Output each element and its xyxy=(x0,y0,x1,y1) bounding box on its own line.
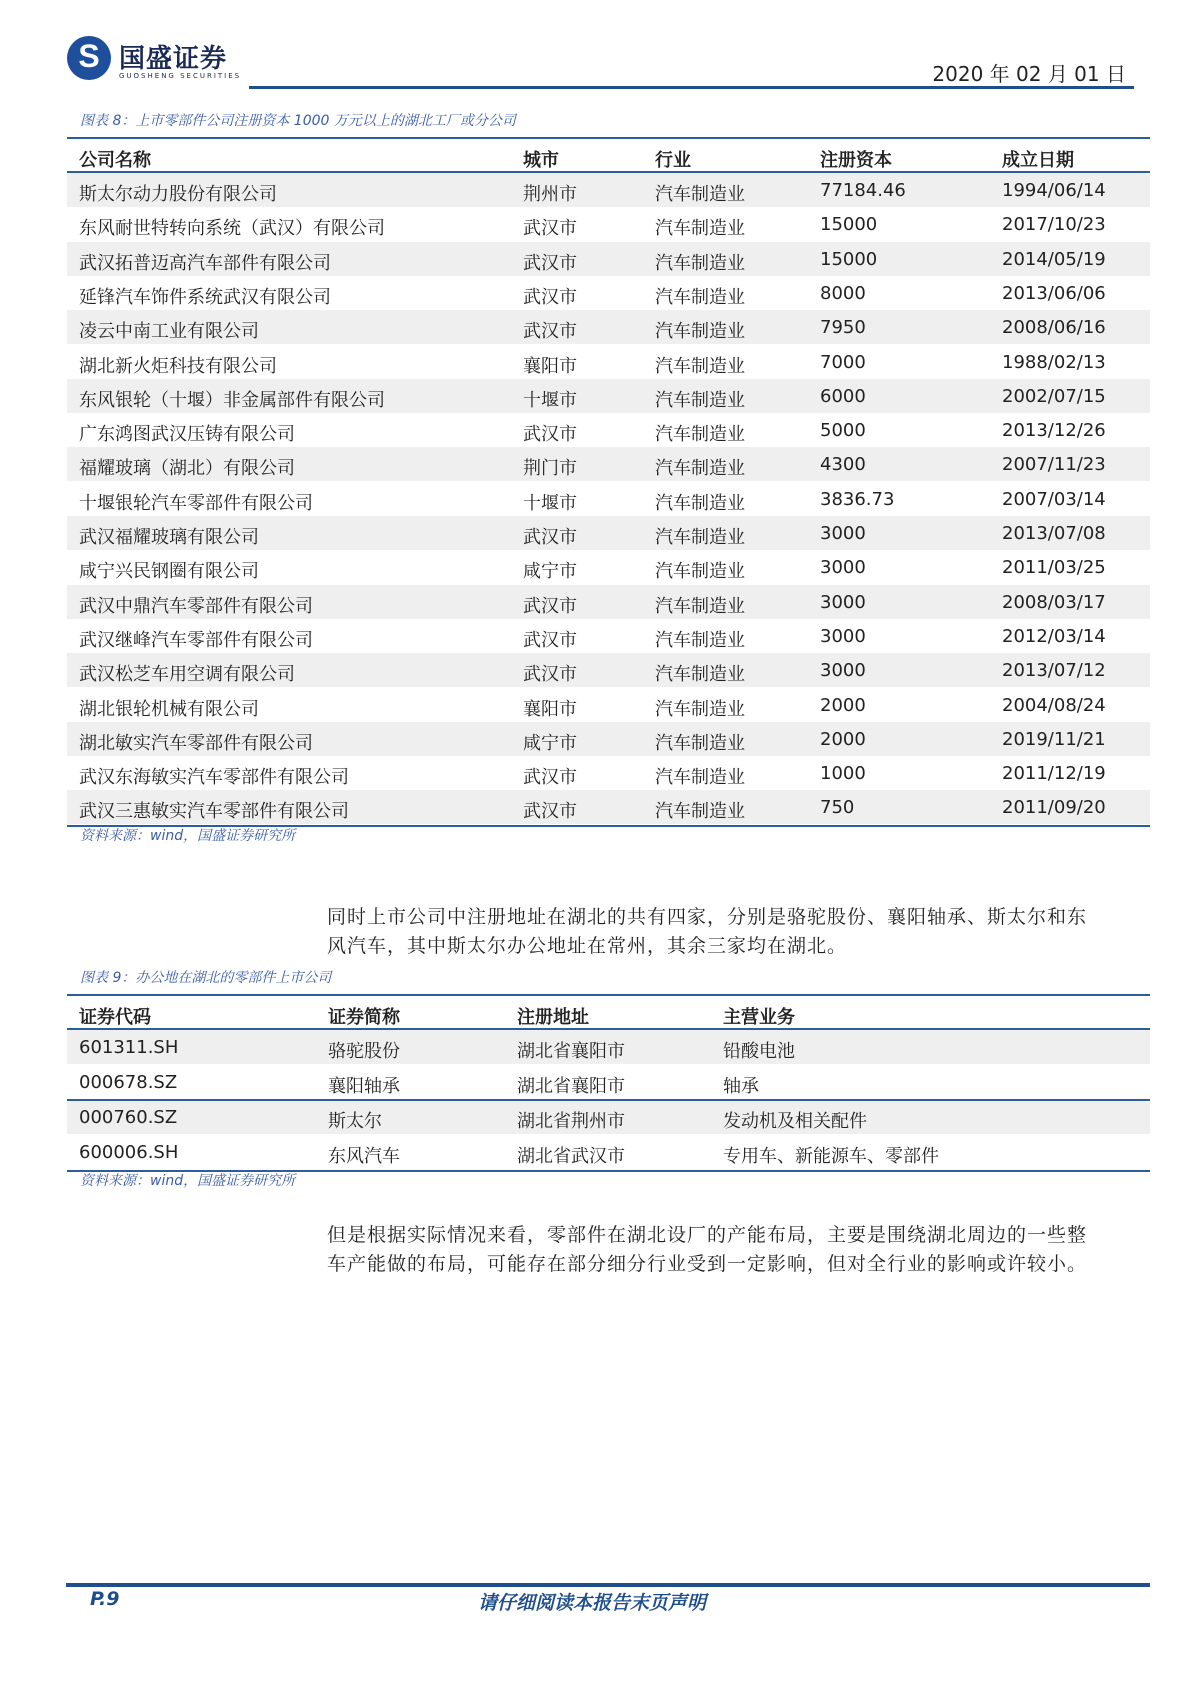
table-cell: 公司名称 xyxy=(79,150,151,171)
table-rule xyxy=(67,1099,1150,1101)
table-cell: 注册资本 xyxy=(820,150,892,171)
table-cell: 东风汽车 xyxy=(328,1146,400,1167)
table-cell: 2013/07/12 xyxy=(1002,660,1106,682)
table-row xyxy=(67,207,1150,241)
paragraph-2 xyxy=(327,1221,1137,1279)
table-cell: 4300 xyxy=(820,454,866,476)
table-cell: 行业 xyxy=(655,150,691,171)
table-cell: 5000 xyxy=(820,420,866,442)
table-cell: 7950 xyxy=(820,317,866,339)
table-cell: 襄阳市 xyxy=(523,355,577,377)
table-cell: 2000 xyxy=(820,728,866,750)
table-cell: 2007/11/23 xyxy=(1002,454,1106,476)
table-cell: 湖北新火炬科技有限公司 xyxy=(79,355,277,377)
table-header-row xyxy=(67,996,1150,1030)
table-cell: 汽车制造业 xyxy=(655,492,745,514)
table-cell: 注册地址 xyxy=(517,1007,589,1028)
table-cell: 汽车制造业 xyxy=(655,595,745,617)
table-cell: 2013/06/06 xyxy=(1002,282,1106,304)
table-cell: 汽车制造业 xyxy=(655,424,745,446)
table-row xyxy=(67,310,1150,344)
table-cell: 汽车制造业 xyxy=(655,218,745,240)
table-cell: 铅酸电池 xyxy=(723,1041,795,1062)
table-cell: 汽车制造业 xyxy=(655,664,745,686)
table-cell: 2007/03/14 xyxy=(1002,488,1106,510)
paragraph-line: 车产能做的布局，可能存在部分细分行业受到一定影响，但对全行业的影响或许较小。 xyxy=(327,1253,1088,1275)
table-header-row xyxy=(67,139,1150,173)
logo-text: 国盛证券 xyxy=(119,44,228,74)
footer-divider xyxy=(66,1583,1150,1587)
table-cell: 600006.SH xyxy=(79,1142,179,1163)
table-cell: 发动机及相关配件 xyxy=(723,1111,867,1132)
table-cell: 武汉拓普迈高汽车部件有限公司 xyxy=(79,252,331,274)
table-cell: 2012/03/14 xyxy=(1002,625,1106,647)
table-cell: 骆驼股份 xyxy=(328,1041,400,1062)
table-cell: 2019/11/21 xyxy=(1002,728,1106,750)
table-cell: 咸宁市 xyxy=(523,732,577,754)
table-row xyxy=(67,585,1150,619)
paragraph-line: 风汽车，其中斯太尔办公地址在常州，其余三家均在湖北。 xyxy=(327,935,848,957)
table-cell: 湖北敏实汽车零部件有限公司 xyxy=(79,732,313,754)
table-cell: 2013/12/26 xyxy=(1002,420,1106,442)
table-cell: 延锋汽车饰件系统武汉有限公司 xyxy=(79,286,331,308)
page-number: P.9 xyxy=(90,1588,120,1610)
table-cell: 咸宁市 xyxy=(523,561,577,583)
table-cell: 汽车制造业 xyxy=(655,458,745,480)
table-cell: 主营业务 xyxy=(723,1007,795,1028)
table-cell: 斯太尔 xyxy=(328,1111,382,1132)
table-cell: 2011/12/19 xyxy=(1002,763,1106,785)
table-cell: 1988/02/13 xyxy=(1002,351,1106,373)
table-cell: 襄阳轴承 xyxy=(328,1076,400,1097)
table-cell: 3000 xyxy=(820,660,866,682)
table-cell: 汽车制造业 xyxy=(655,767,745,789)
table-cell: 证券代码 xyxy=(79,1007,151,1028)
table-cell: 汽车制造业 xyxy=(655,801,745,823)
table-cell: 601311.SH xyxy=(79,1037,179,1058)
table-row xyxy=(67,413,1150,447)
table-cell: 斯太尔动力股份有限公司 xyxy=(79,184,277,205)
paragraph-line: 同时上市公司中注册地址在湖北的共有四家，分别是骆驼股份、襄阳轴承、斯太尔和东 xyxy=(327,906,1088,928)
table-cell: 000678.SZ xyxy=(79,1072,178,1093)
paragraph-1 xyxy=(327,903,1137,961)
table-cell: 成立日期 xyxy=(1002,150,1074,171)
table-cell: 福耀玻璃（湖北）有限公司 xyxy=(79,458,295,480)
table-cell: 汽车制造业 xyxy=(655,355,745,377)
table-cell: 湖北省荆州市 xyxy=(517,1111,625,1132)
table-cell: 2008/03/17 xyxy=(1002,591,1106,613)
table-row xyxy=(67,482,1150,516)
table-row xyxy=(67,619,1150,653)
table-cell: 武汉市 xyxy=(523,252,577,274)
table-cell: 汽车制造业 xyxy=(655,732,745,754)
table-cell: 武汉市 xyxy=(523,286,577,308)
table-cell: 咸宁兴民钢圈有限公司 xyxy=(79,561,259,583)
table-row xyxy=(67,242,1150,276)
table-cell: 武汉继峰汽车零部件有限公司 xyxy=(79,629,313,651)
table-cell: 东风银轮（十堰）非金属部件有限公司 xyxy=(79,389,385,411)
table-cell: 武汉三惠敏实汽车零部件有限公司 xyxy=(79,801,349,823)
table-cell: 750 xyxy=(820,797,855,819)
table-cell: 2017/10/23 xyxy=(1002,214,1106,236)
table-cell: 2002/07/15 xyxy=(1002,385,1106,407)
table-cell: 77184.46 xyxy=(820,180,906,201)
table-cell: 武汉市 xyxy=(523,321,577,343)
table-cell: 3836.73 xyxy=(820,488,895,510)
table-cell: 城市 xyxy=(523,150,559,171)
table-cell: 凌云中南工业有限公司 xyxy=(79,321,259,343)
table-row xyxy=(67,276,1150,310)
table-row xyxy=(67,756,1150,790)
table-row xyxy=(67,1065,1150,1099)
table-row xyxy=(67,722,1150,756)
table-row xyxy=(67,447,1150,481)
table-cell: 汽车制造业 xyxy=(655,389,745,411)
table-cell: 汽车制造业 xyxy=(655,321,745,343)
table-cell: 武汉市 xyxy=(523,664,577,686)
table-cell: 15000 xyxy=(820,248,878,270)
table-cell: 武汉松芝车用空调有限公司 xyxy=(79,664,295,686)
table-cell: 2014/05/19 xyxy=(1002,248,1106,270)
table-row xyxy=(67,379,1150,413)
logo-subtext: GUOSHENG SECURITIES xyxy=(119,72,242,80)
table-cell: 武汉市 xyxy=(523,218,577,240)
table-cell: 000760.SZ xyxy=(79,1107,178,1128)
table-row xyxy=(67,653,1150,687)
table-cell: 武汉市 xyxy=(523,595,577,617)
table-cell: 湖北省襄阳市 xyxy=(517,1041,625,1062)
table-cell: 湖北省武汉市 xyxy=(517,1146,625,1167)
table-row xyxy=(67,688,1150,722)
table-cell: 汽车制造业 xyxy=(655,698,745,720)
table-row xyxy=(67,516,1150,550)
report-date: 2020 年 02 月 01 日 xyxy=(932,62,1126,86)
table-cell: 8000 xyxy=(820,282,866,304)
table-row xyxy=(67,1030,1150,1064)
disclaimer-notice: 请仔细阅读本报告末页声明 xyxy=(478,1592,707,1614)
table-cell: 汽车制造业 xyxy=(655,629,745,651)
table-cell: 汽车制造业 xyxy=(655,286,745,308)
table-cell: 襄阳市 xyxy=(523,698,577,720)
table-cell: 2008/06/16 xyxy=(1002,317,1106,339)
table-row xyxy=(67,173,1150,207)
table-row xyxy=(67,550,1150,584)
table-cell: 3000 xyxy=(820,591,866,613)
table-cell: 十堰银轮汽车零部件有限公司 xyxy=(79,492,313,514)
table-cell: 汽车制造业 xyxy=(655,561,745,583)
table-row xyxy=(67,1100,1150,1134)
table-cell: 2004/08/24 xyxy=(1002,694,1106,716)
table-cell: 汽车制造业 xyxy=(655,252,745,274)
table-cell: 荆州市 xyxy=(523,184,577,205)
table-cell: 1000 xyxy=(820,763,866,785)
table-cell: 湖北省襄阳市 xyxy=(517,1076,625,1097)
table-cell: 证券简称 xyxy=(328,1007,400,1028)
table-cell: 汽车制造业 xyxy=(655,527,745,548)
table-cell: 武汉福耀玻璃有限公司 xyxy=(79,527,259,548)
table-cell: 武汉市 xyxy=(523,767,577,789)
table9-source: 资料来源：wind，国盛证券研究所 xyxy=(80,1173,296,1189)
table-row xyxy=(67,790,1150,824)
table-cell: 武汉东海敏实汽车零部件有限公司 xyxy=(79,767,349,789)
table-cell: 汽车制造业 xyxy=(655,184,745,205)
table-cell: 武汉市 xyxy=(523,424,577,446)
table-cell: 2000 xyxy=(820,694,866,716)
table-cell: 3000 xyxy=(820,557,866,579)
table-cell: 广东鸿图武汉压铸有限公司 xyxy=(79,424,295,446)
table-row xyxy=(67,345,1150,379)
table-cell: 3000 xyxy=(820,523,866,544)
table-cell: 武汉市 xyxy=(523,629,577,651)
table-row xyxy=(67,1135,1150,1169)
table-cell: 专用车、新能源车、零部件 xyxy=(723,1146,939,1167)
table-cell: 荆门市 xyxy=(523,458,577,480)
table-cell: 湖北银轮机械有限公司 xyxy=(79,698,259,720)
table-cell: 武汉市 xyxy=(523,801,577,823)
paragraph-line: 但是根据实际情况来看，零部件在湖北设厂的产能布局，主要是围绕湖北周边的一些整 xyxy=(327,1224,1088,1246)
table9-caption: 图表 9：办公地在湖北的零部件上市公司 xyxy=(80,970,332,986)
table-cell: 轴承 xyxy=(723,1076,759,1097)
table-cell: 15000 xyxy=(820,214,878,236)
table-cell: 1994/06/14 xyxy=(1002,180,1106,201)
table-cell: 2011/09/20 xyxy=(1002,797,1106,819)
table-cell: 7000 xyxy=(820,351,866,373)
table8-caption: 图表 8：上市零部件公司注册资本 1000 万元以上的湖北工厂或分公司 xyxy=(80,113,516,129)
table-cell: 武汉市 xyxy=(523,527,577,548)
company-logo xyxy=(67,36,247,84)
table-cell: 十堰市 xyxy=(523,389,577,411)
table-cell: 十堰市 xyxy=(523,492,577,514)
table-cell: 2011/03/25 xyxy=(1002,557,1106,579)
table-cell: 武汉中鼎汽车零部件有限公司 xyxy=(79,595,313,617)
table-cell: 东风耐世特转向系统（武汉）有限公司 xyxy=(79,218,385,240)
logo-icon xyxy=(67,36,111,80)
table-cell: 6000 xyxy=(820,385,866,407)
table8-source: 资料来源：wind，国盛证券研究所 xyxy=(80,828,296,844)
header-divider xyxy=(249,86,1134,89)
table-cell: 3000 xyxy=(820,625,866,647)
table-cell: 2013/07/08 xyxy=(1002,523,1106,544)
